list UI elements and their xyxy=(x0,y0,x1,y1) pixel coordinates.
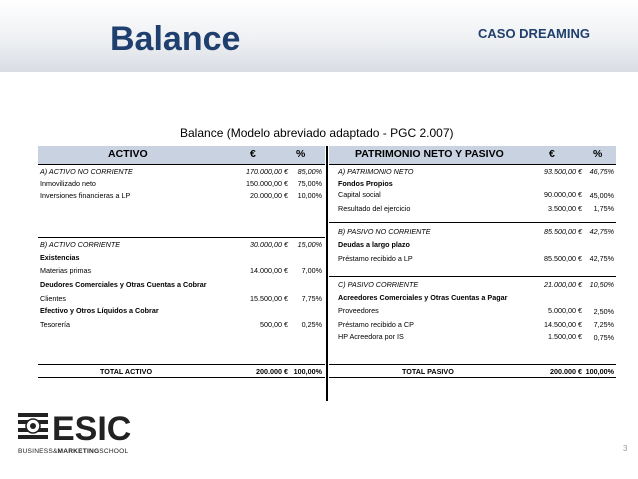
header-activo: ACTIVO xyxy=(108,148,148,160)
row-label: Clientes xyxy=(40,294,66,303)
row-label: B) PASIVO NO CORRIENTE xyxy=(338,227,431,236)
rule xyxy=(38,164,325,165)
header-euro-left: € xyxy=(250,148,256,160)
table-header-right xyxy=(329,146,616,164)
row-value: 20.000,00 € xyxy=(250,191,288,200)
total-value: 200.000 € xyxy=(550,367,582,376)
row-label: Inversiones financieras a LP xyxy=(40,191,131,200)
row-pct: 75,00% xyxy=(297,179,322,188)
row-value: 5.000,00 € xyxy=(548,306,582,315)
row-value: 15.500,00 € xyxy=(250,294,288,303)
row-value: 90.000,00 € xyxy=(544,190,582,199)
row-value: 150.000,00 € xyxy=(246,179,288,188)
case-label: CASO DREAMING xyxy=(478,26,590,41)
total-pct: 100,00% xyxy=(293,367,322,376)
row-label: Deudas a largo plazo xyxy=(338,240,410,249)
rule xyxy=(329,222,616,223)
row-label: Tesorería xyxy=(40,320,70,329)
esic-emblem-icon xyxy=(18,413,48,439)
row-label: Materias primas xyxy=(40,266,92,275)
row-pct: 0,25% xyxy=(301,320,322,329)
row-value: 85.500,00 € xyxy=(544,254,582,263)
row-value: 14.500,00 € xyxy=(544,320,582,329)
esic-tagline: BUSINESS&MARKETINGSCHOOL xyxy=(18,448,129,455)
total-value: 200.000 € xyxy=(256,367,288,376)
row-label: Préstamo recibido a CP xyxy=(338,320,414,329)
header-euro-right: € xyxy=(549,148,555,160)
row-label: Fondos Propios xyxy=(338,179,393,188)
row-value: 93.500,00 € xyxy=(544,167,582,176)
rule xyxy=(329,276,616,277)
row-value: 14.000,00 € xyxy=(250,266,288,275)
rule xyxy=(38,237,325,238)
row-value: 170.000,00 € xyxy=(246,167,288,176)
table-caption: Balance (Modelo abreviado adaptado - PGC 2.007) xyxy=(180,126,454,140)
row-label: Efectivo y Otros Líquidos a Cobrar xyxy=(40,306,159,315)
row-pct: 1,75% xyxy=(593,204,614,213)
row-pct: 46,75% xyxy=(589,167,614,176)
page-number: 3 xyxy=(623,444,628,453)
row-label: HP Acreedora por IS xyxy=(338,332,404,341)
row-pct: 15,00% xyxy=(297,240,322,249)
row-label: C) PASIVO CORRIENTE xyxy=(338,280,419,289)
row-value: 21.000,00 € xyxy=(544,280,582,289)
row-pct: 42,75% xyxy=(589,227,614,236)
row-pct: 10,00% xyxy=(297,191,322,200)
row-value: 1.500,00 € xyxy=(548,332,582,341)
rule xyxy=(38,377,325,378)
row-label: Préstamo recibido a LP xyxy=(338,254,413,263)
row-value: 30.000,00 € xyxy=(250,240,288,249)
row-pct: 7,75% xyxy=(301,294,322,303)
row-label: B) ACTIVO CORRIENTE xyxy=(40,240,120,249)
column-divider xyxy=(326,146,328,401)
total-label: TOTAL ACTIVO xyxy=(100,367,153,376)
table-header-left xyxy=(38,146,325,164)
row-pct: 7,25% xyxy=(593,320,614,329)
slide-title: Balance xyxy=(110,20,241,58)
row-value: 3.500,00 € xyxy=(548,204,582,213)
row-pct: 45,00% xyxy=(589,191,614,200)
row-label: A) PATRIMONIO NETO xyxy=(338,167,414,176)
row-label: Acreedores Comerciales y Otras Cuentas a Pagar xyxy=(338,293,508,302)
row-pct: 2,50% xyxy=(593,307,614,316)
rule xyxy=(38,364,325,365)
row-pct: 7,00% xyxy=(301,266,322,275)
row-label: Existencias xyxy=(40,253,80,262)
header-pasivo: PATRIMONIO NETO Y PASIVO xyxy=(355,148,504,160)
row-pct: 0,75% xyxy=(593,333,614,342)
row-label: Resultado del ejercicio xyxy=(338,204,411,213)
header-pct-left: % xyxy=(296,148,306,160)
row-label: Proveedores xyxy=(338,306,379,315)
row-pct: 10,50% xyxy=(589,280,614,289)
total-pct: 100,00% xyxy=(585,367,614,376)
esic-logo-word: ESIC xyxy=(52,410,132,448)
row-pct: 85,00% xyxy=(297,167,322,176)
rule xyxy=(329,364,616,365)
row-pct: 42,75% xyxy=(589,254,614,263)
rule xyxy=(329,377,616,378)
total-label: TOTAL PASIVO xyxy=(402,367,454,376)
rule xyxy=(329,164,616,165)
row-label: Capital social xyxy=(338,190,381,199)
row-value: 85.500,00 € xyxy=(544,227,582,236)
row-value: 500,00 € xyxy=(260,320,288,329)
row-label: Deudores Comerciales y Otras Cuentas a Cobrar xyxy=(40,280,207,289)
row-label: Inmovilizado neto xyxy=(40,179,96,188)
row-label: A) ACTIVO NO CORRIENTE xyxy=(40,167,133,176)
header-pct-right: % xyxy=(593,148,603,160)
